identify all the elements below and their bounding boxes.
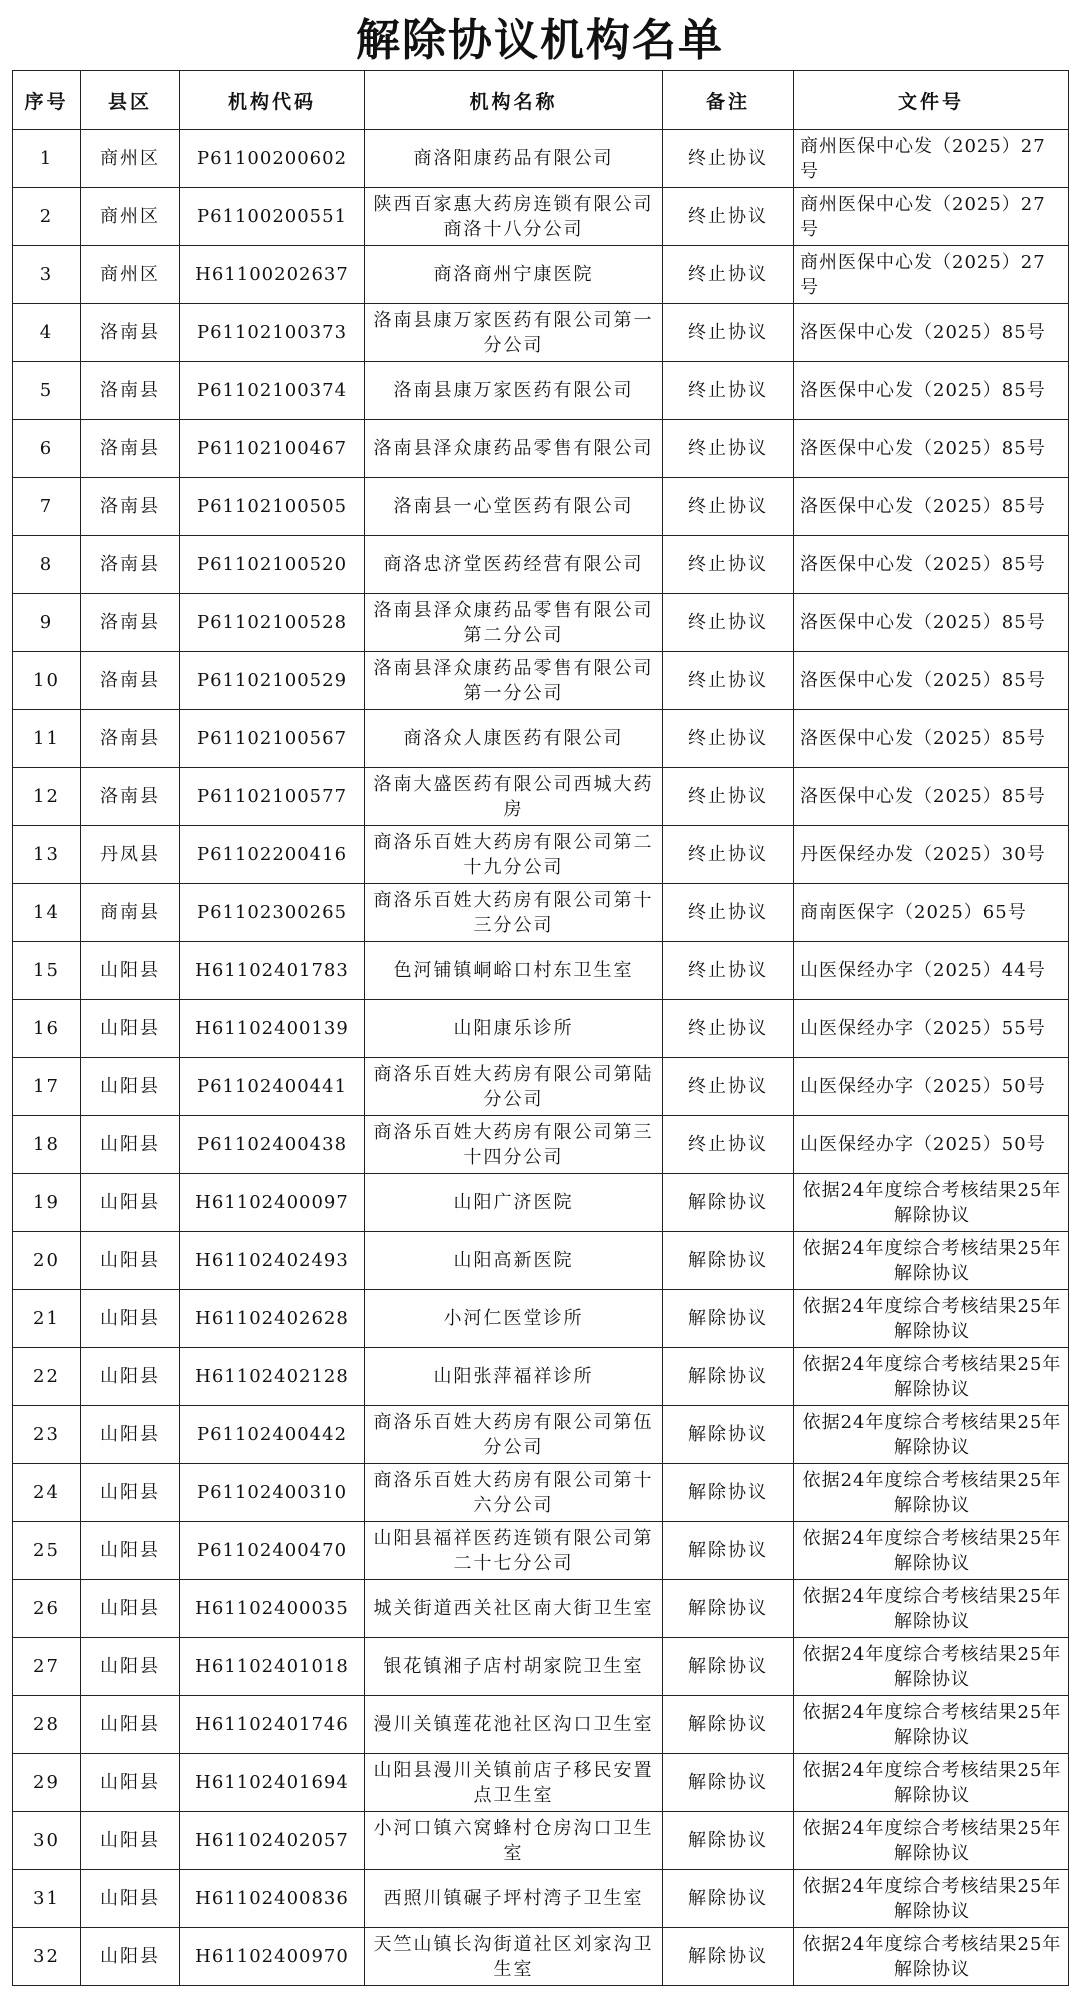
cell-county: 山阳县 (81, 1348, 180, 1406)
cell-name: 西照川镇碾子坪村湾子卫生室 (365, 1870, 663, 1928)
cell-no: 28 (13, 1696, 81, 1754)
cell-county: 商州区 (81, 246, 180, 304)
table-row (13, 710, 1069, 768)
cell-file: 洛医保中心发（2025）85号 (794, 710, 1069, 768)
table-row (13, 1000, 1069, 1058)
cell-file: 依据24年度综合考核结果25年解除协议 (794, 1232, 1069, 1290)
cell-file: 山医保经办字（2025）44号 (794, 942, 1069, 1000)
cell-county: 洛南县 (81, 420, 180, 478)
cell-no: 14 (13, 884, 81, 942)
cell-county: 商州区 (81, 130, 180, 188)
cell-file: 依据24年度综合考核结果25年解除协议 (794, 1928, 1069, 1986)
cell-county: 洛南县 (81, 478, 180, 536)
cell-no: 12 (13, 768, 81, 826)
cell-county: 洛南县 (81, 536, 180, 594)
cell-county: 山阳县 (81, 1290, 180, 1348)
table-row (13, 884, 1069, 942)
cell-no: 30 (13, 1812, 81, 1870)
cell-name: 小河仁医堂诊所 (365, 1290, 663, 1348)
cell-no: 8 (13, 536, 81, 594)
cell-file: 依据24年度综合考核结果25年解除协议 (794, 1638, 1069, 1696)
cell-name: 城关街道西关社区南大街卫生室 (365, 1580, 663, 1638)
cell-file: 商南医保字（2025）65号 (794, 884, 1069, 942)
cell-county: 山阳县 (81, 1812, 180, 1870)
table-row (13, 1174, 1069, 1232)
cell-note: 解除协议 (663, 1696, 794, 1754)
cell-file: 山医保经办字（2025）50号 (794, 1058, 1069, 1116)
cell-no: 9 (13, 594, 81, 652)
cell-no: 16 (13, 1000, 81, 1058)
cell-code: P61102100528 (180, 594, 365, 652)
cell-no: 13 (13, 826, 81, 884)
cell-file: 丹医保经办发（2025）30号 (794, 826, 1069, 884)
column-header-county: 县区 (81, 71, 180, 130)
cell-code: P61102400438 (180, 1116, 365, 1174)
cell-county: 山阳县 (81, 1754, 180, 1812)
cell-code: H61102400139 (180, 1000, 365, 1058)
cell-note: 终止协议 (663, 768, 794, 826)
cell-note: 解除协议 (663, 1870, 794, 1928)
cell-note: 终止协议 (663, 130, 794, 188)
cell-county: 山阳县 (81, 1870, 180, 1928)
cell-note: 解除协议 (663, 1290, 794, 1348)
cell-note: 解除协议 (663, 1232, 794, 1290)
table-row (13, 246, 1069, 304)
cell-no: 20 (13, 1232, 81, 1290)
cell-note: 终止协议 (663, 536, 794, 594)
cell-county: 山阳县 (81, 1000, 180, 1058)
cell-name: 银花镇湘子店村胡家院卫生室 (365, 1638, 663, 1696)
cell-file: 山医保经办字（2025）50号 (794, 1116, 1069, 1174)
cell-code: P61100200551 (180, 188, 365, 246)
cell-note: 终止协议 (663, 1000, 794, 1058)
column-header-code: 机构代码 (180, 71, 365, 130)
cell-code: P61102300265 (180, 884, 365, 942)
cell-code: H61102401746 (180, 1696, 365, 1754)
cell-name: 洛南县康万家医药有限公司 (365, 362, 663, 420)
cell-no: 22 (13, 1348, 81, 1406)
cell-note: 终止协议 (663, 246, 794, 304)
column-header-file: 文件号 (794, 71, 1069, 130)
cell-county: 山阳县 (81, 1638, 180, 1696)
cell-no: 25 (13, 1522, 81, 1580)
cell-no: 17 (13, 1058, 81, 1116)
cell-no: 11 (13, 710, 81, 768)
cell-no: 26 (13, 1580, 81, 1638)
cell-county: 山阳县 (81, 1696, 180, 1754)
cell-file: 洛医保中心发（2025）85号 (794, 362, 1069, 420)
cell-code: H61102402493 (180, 1232, 365, 1290)
column-header-no: 序号 (13, 71, 81, 130)
cell-note: 终止协议 (663, 942, 794, 1000)
table-row (13, 1754, 1069, 1812)
cell-name: 商洛乐百姓大药房有限公司第十六分公司 (365, 1464, 663, 1522)
cell-note: 解除协议 (663, 1464, 794, 1522)
cell-no: 21 (13, 1290, 81, 1348)
cell-code: H61102400097 (180, 1174, 365, 1232)
cell-file: 洛医保中心发（2025）85号 (794, 420, 1069, 478)
cell-no: 6 (13, 420, 81, 478)
cell-note: 终止协议 (663, 710, 794, 768)
cell-county: 山阳县 (81, 1928, 180, 1986)
cell-name: 小河口镇六窝蜂村仓房沟口卫生室 (365, 1812, 663, 1870)
cell-name: 山阳康乐诊所 (365, 1000, 663, 1058)
cell-note: 终止协议 (663, 652, 794, 710)
cell-note: 解除协议 (663, 1406, 794, 1464)
cell-no: 29 (13, 1754, 81, 1812)
cell-file: 依据24年度综合考核结果25年解除协议 (794, 1812, 1069, 1870)
cell-county: 洛南县 (81, 594, 180, 652)
cell-code: P61102400470 (180, 1522, 365, 1580)
cell-file: 依据24年度综合考核结果25年解除协议 (794, 1696, 1069, 1754)
table-row (13, 130, 1069, 188)
cell-code: P61102400310 (180, 1464, 365, 1522)
cell-county: 山阳县 (81, 1174, 180, 1232)
cell-code: H61102401018 (180, 1638, 365, 1696)
cell-no: 32 (13, 1928, 81, 1986)
cell-note: 终止协议 (663, 362, 794, 420)
cell-no: 23 (13, 1406, 81, 1464)
cell-file: 商州医保中心发（2025）27号 (794, 246, 1069, 304)
table-body (13, 130, 1069, 1986)
table-row (13, 768, 1069, 826)
table-row (13, 420, 1069, 478)
cell-code: P61102100567 (180, 710, 365, 768)
cell-file: 商州医保中心发（2025）27号 (794, 188, 1069, 246)
cell-no: 24 (13, 1464, 81, 1522)
cell-note: 终止协议 (663, 478, 794, 536)
cell-code: P61100200602 (180, 130, 365, 188)
cell-name: 洛南县一心堂医药有限公司 (365, 478, 663, 536)
table-row (13, 188, 1069, 246)
table-row (13, 1638, 1069, 1696)
cell-name: 山阳高新医院 (365, 1232, 663, 1290)
cell-file: 依据24年度综合考核结果25年解除协议 (794, 1754, 1069, 1812)
cell-note: 解除协议 (663, 1754, 794, 1812)
table-row (13, 652, 1069, 710)
cell-code: P61102100505 (180, 478, 365, 536)
cell-name: 漫川关镇莲花池社区沟口卫生室 (365, 1696, 663, 1754)
table-row (13, 1580, 1069, 1638)
table-row (13, 1406, 1069, 1464)
table-row (13, 1116, 1069, 1174)
cell-file: 依据24年度综合考核结果25年解除协议 (794, 1580, 1069, 1638)
page-title: 解除协议机构名单 (356, 15, 724, 66)
cell-note: 终止协议 (663, 826, 794, 884)
cell-file: 依据24年度综合考核结果25年解除协议 (794, 1290, 1069, 1348)
table-row (13, 1812, 1069, 1870)
cell-no: 4 (13, 304, 81, 362)
cell-file: 洛医保中心发（2025）85号 (794, 594, 1069, 652)
cell-county: 山阳县 (81, 1580, 180, 1638)
table-row (13, 478, 1069, 536)
cell-note: 解除协议 (663, 1580, 794, 1638)
cell-file: 依据24年度综合考核结果25年解除协议 (794, 1870, 1069, 1928)
table-row (13, 1058, 1069, 1116)
table-row (13, 942, 1069, 1000)
cell-county: 山阳县 (81, 1522, 180, 1580)
table-row (13, 1522, 1069, 1580)
cell-county: 洛南县 (81, 710, 180, 768)
cell-note: 终止协议 (663, 304, 794, 362)
cell-no: 18 (13, 1116, 81, 1174)
cell-county: 洛南县 (81, 362, 180, 420)
cell-file: 洛医保中心发（2025）85号 (794, 478, 1069, 536)
cell-code: H61100202637 (180, 246, 365, 304)
cell-name: 商洛忠济堂医药经营有限公司 (365, 536, 663, 594)
cell-name: 山阳张萍福祥诊所 (365, 1348, 663, 1406)
cell-code: H61102400836 (180, 1870, 365, 1928)
cell-code: H61102401783 (180, 942, 365, 1000)
table-row (13, 304, 1069, 362)
cell-code: P61102100374 (180, 362, 365, 420)
cell-name: 商洛乐百姓大药房有限公司第伍分公司 (365, 1406, 663, 1464)
cell-name: 山阳县漫川关镇前店子移民安置点卫生室 (365, 1754, 663, 1812)
cell-file: 洛医保中心发（2025）85号 (794, 536, 1069, 594)
cell-code: H61102402057 (180, 1812, 365, 1870)
cell-name: 洛南大盛医药有限公司西城大药房 (365, 768, 663, 826)
cell-no: 19 (13, 1174, 81, 1232)
table-row (13, 1232, 1069, 1290)
table-row (13, 1290, 1069, 1348)
cell-file: 洛医保中心发（2025）85号 (794, 652, 1069, 710)
cell-no: 10 (13, 652, 81, 710)
cell-name: 洛南县泽众康药品零售有限公司 (365, 420, 663, 478)
cell-county: 洛南县 (81, 304, 180, 362)
cell-name: 色河铺镇峒峪口村东卫生室 (365, 942, 663, 1000)
cell-no: 5 (13, 362, 81, 420)
cell-code: P61102100529 (180, 652, 365, 710)
cell-name: 洛南县泽众康药品零售有限公司第二分公司 (365, 594, 663, 652)
cell-file: 洛医保中心发（2025）85号 (794, 768, 1069, 826)
cell-name: 天竺山镇长沟街道社区刘家沟卫生室 (365, 1928, 663, 1986)
cell-no: 31 (13, 1870, 81, 1928)
cell-file: 依据24年度综合考核结果25年解除协议 (794, 1174, 1069, 1232)
cell-code: P61102200416 (180, 826, 365, 884)
cell-county: 商州区 (81, 188, 180, 246)
cell-code: P61102100467 (180, 420, 365, 478)
table-row (13, 1464, 1069, 1522)
column-header-name: 机构名称 (365, 71, 663, 130)
table-header-row (13, 71, 1069, 130)
cell-file: 依据24年度综合考核结果25年解除协议 (794, 1406, 1069, 1464)
table-row (13, 1696, 1069, 1754)
cell-note: 终止协议 (663, 420, 794, 478)
cell-county: 山阳县 (81, 942, 180, 1000)
cell-name: 洛南县泽众康药品零售有限公司第一分公司 (365, 652, 663, 710)
cell-note: 解除协议 (663, 1928, 794, 1986)
cell-name: 洛南县康万家医药有限公司第一分公司 (365, 304, 663, 362)
cell-no: 3 (13, 246, 81, 304)
table-row (13, 1870, 1069, 1928)
cell-name: 山阳县福祥医药连锁有限公司第二十七分公司 (365, 1522, 663, 1580)
cell-no: 27 (13, 1638, 81, 1696)
cell-name: 商洛阳康药品有限公司 (365, 130, 663, 188)
cell-code: H61102402628 (180, 1290, 365, 1348)
cell-code: H61102401694 (180, 1754, 365, 1812)
cell-code: H61102400035 (180, 1580, 365, 1638)
cell-name: 商洛乐百姓大药房有限公司第二十九分公司 (365, 826, 663, 884)
table-row (13, 1928, 1069, 1986)
cell-note: 终止协议 (663, 1116, 794, 1174)
cell-name: 商洛商州宁康医院 (365, 246, 663, 304)
cell-file: 依据24年度综合考核结果25年解除协议 (794, 1522, 1069, 1580)
cell-note: 解除协议 (663, 1522, 794, 1580)
cell-note: 解除协议 (663, 1638, 794, 1696)
cell-note: 终止协议 (663, 188, 794, 246)
table-row (13, 1348, 1069, 1406)
cell-county: 商南县 (81, 884, 180, 942)
cell-county: 山阳县 (81, 1406, 180, 1464)
cell-county: 丹凤县 (81, 826, 180, 884)
institution-table (12, 70, 1069, 1986)
cell-name: 商洛乐百姓大药房有限公司第陆分公司 (365, 1058, 663, 1116)
cell-county: 洛南县 (81, 652, 180, 710)
cell-code: H61102400970 (180, 1928, 365, 1986)
cell-name: 商洛乐百姓大药房有限公司第三十四分公司 (365, 1116, 663, 1174)
cell-note: 解除协议 (663, 1348, 794, 1406)
cell-note: 解除协议 (663, 1812, 794, 1870)
cell-no: 2 (13, 188, 81, 246)
cell-name: 山阳广济医院 (365, 1174, 663, 1232)
table-row (13, 594, 1069, 652)
cell-county: 山阳县 (81, 1058, 180, 1116)
cell-file: 洛医保中心发（2025）85号 (794, 304, 1069, 362)
cell-county: 山阳县 (81, 1232, 180, 1290)
cell-note: 终止协议 (663, 1058, 794, 1116)
cell-code: P61102100373 (180, 304, 365, 362)
cell-file: 依据24年度综合考核结果25年解除协议 (794, 1348, 1069, 1406)
cell-note: 解除协议 (663, 1174, 794, 1232)
table-row (13, 536, 1069, 594)
cell-county: 山阳县 (81, 1464, 180, 1522)
table-row (13, 826, 1069, 884)
cell-code: H61102402128 (180, 1348, 365, 1406)
column-header-note: 备注 (663, 71, 794, 130)
cell-note: 终止协议 (663, 594, 794, 652)
table-row (13, 362, 1069, 420)
cell-no: 1 (13, 130, 81, 188)
cell-name: 商洛众人康医药有限公司 (365, 710, 663, 768)
cell-note: 终止协议 (663, 884, 794, 942)
cell-no: 7 (13, 478, 81, 536)
cell-name: 商洛乐百姓大药房有限公司第十三分公司 (365, 884, 663, 942)
cell-county: 洛南县 (81, 768, 180, 826)
cell-file: 山医保经办字（2025）55号 (794, 1000, 1069, 1058)
cell-county: 山阳县 (81, 1116, 180, 1174)
cell-code: P61102100577 (180, 768, 365, 826)
cell-no: 15 (13, 942, 81, 1000)
cell-code: P61102400442 (180, 1406, 365, 1464)
cell-code: P61102100520 (180, 536, 365, 594)
cell-file: 依据24年度综合考核结果25年解除协议 (794, 1464, 1069, 1522)
cell-file: 商州医保中心发（2025）27号 (794, 130, 1069, 188)
cell-code: P61102400441 (180, 1058, 365, 1116)
cell-name: 陕西百家惠大药房连锁有限公司商洛十八分公司 (365, 188, 663, 246)
